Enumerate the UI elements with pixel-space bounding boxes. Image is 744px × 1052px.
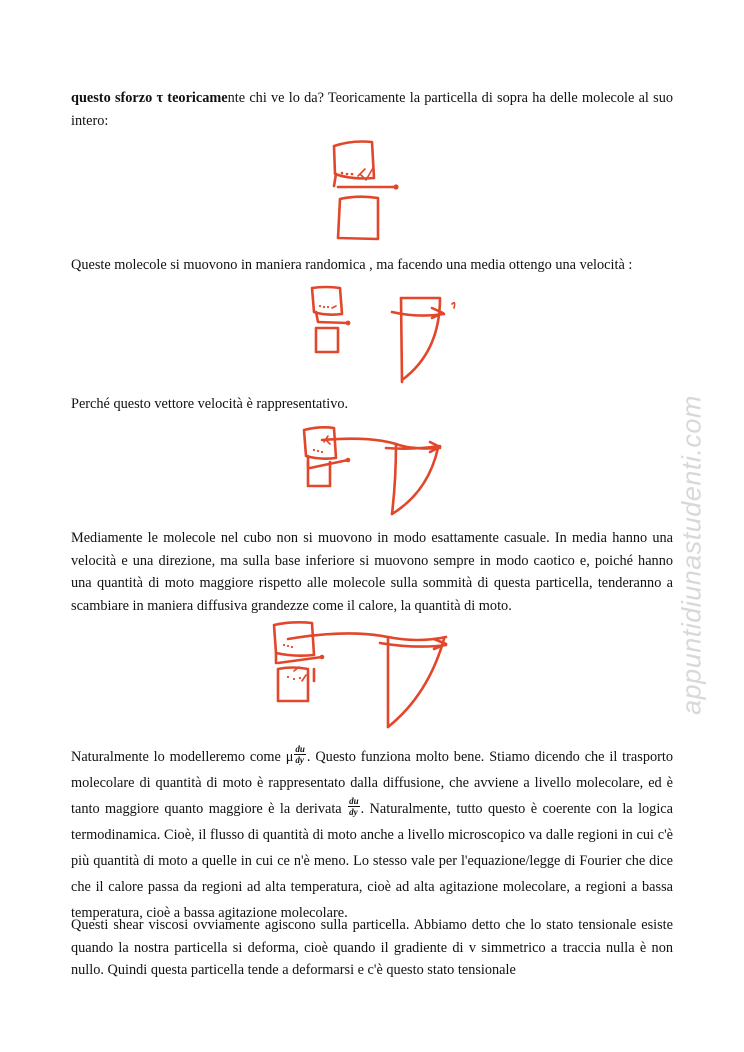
fraction-numerator-2: du (349, 796, 359, 807)
fraction-numerator: du (295, 744, 305, 755)
derivative-du-dy-fraction-2 (348, 796, 360, 817)
sketch-diffusive-exchange (268, 615, 458, 735)
sketch-particle-velocity-profile (306, 282, 466, 387)
paragraph-5-text-b: . Questo funziona molto bene. Stiamo dicendo che il trasporto molecolare di quantità di moto è rappresentato dalla diffusione, che avviene a livello molecolare, ed è tanto maggiore quanto maggiore è la derivata (71, 749, 674, 817)
paragraph-1-text: nte chi ve lo da? Teoricamente la particella di sopra ha delle molecole al suo intero: (71, 90, 673, 129)
paragraph-5-text-a: Naturalmente lo modelleremo come μ (71, 749, 294, 765)
paragraph-1-bold-lead: questo sforzo τ teoricame (71, 90, 228, 106)
sketch-velocity-vector (300, 420, 460, 520)
fraction-denominator-2: dy (349, 807, 358, 818)
paragraph-3: Perché questo vettore velocità è rappresentativo. (71, 396, 349, 412)
paragraph-5 (71, 744, 673, 926)
paragraph-1 (71, 87, 673, 132)
paragraph-5-text-c: . Naturalmente, tutto questo è coerente con la logica termodinamica. Cioè, il flusso di quantità di moto anche a livello microscopico va dalle regioni in cui c'è più quantità di moto a quelle in cui ce n'è meno. Lo stesso vale per l'equazione/legge di Fourier che dice che il calore passa da regioni ad alta temperatura, cioè ad alta agitazione molecolare, a regioni a bassa temperatura, cioè a bassa agitazione molecolare. (71, 801, 673, 921)
paragraph-4: Mediamente le molecole nel cubo non si muovono in modo esattamente casuale. In media hanno una velocità e una direzione, ma sulla base inferiore si muovono sempre in modo caotico e, poiché hanno una quantità di moto maggiore rispetto alle molecole sulla sommità di questa particella, tenderanno a scambiare in maniera diffusiva grandezze come il calore, la quantità di moto. (71, 530, 673, 614)
sketch-particle-molecules (326, 134, 406, 244)
watermark: appuntidiunastudenti.com (676, 395, 707, 715)
paragraph-6: Questi shear viscosi ovviamente agiscono sulla particella. Abbiamo detto che lo stato tensionale esiste quando la nostra particella si deforma, cioè quando il gradiente di v simmetrico a traccia nulla è non nullo. Quindi questa particella tende a deformarsi e c'è questo stato tensionale (71, 917, 673, 978)
paragraph-2: Queste molecole si muovono in maniera randomica , ma facendo una media ottengo una velocità : (71, 257, 633, 273)
fraction-denominator: dy (295, 755, 304, 766)
derivative-du-dy-fraction (294, 744, 306, 765)
